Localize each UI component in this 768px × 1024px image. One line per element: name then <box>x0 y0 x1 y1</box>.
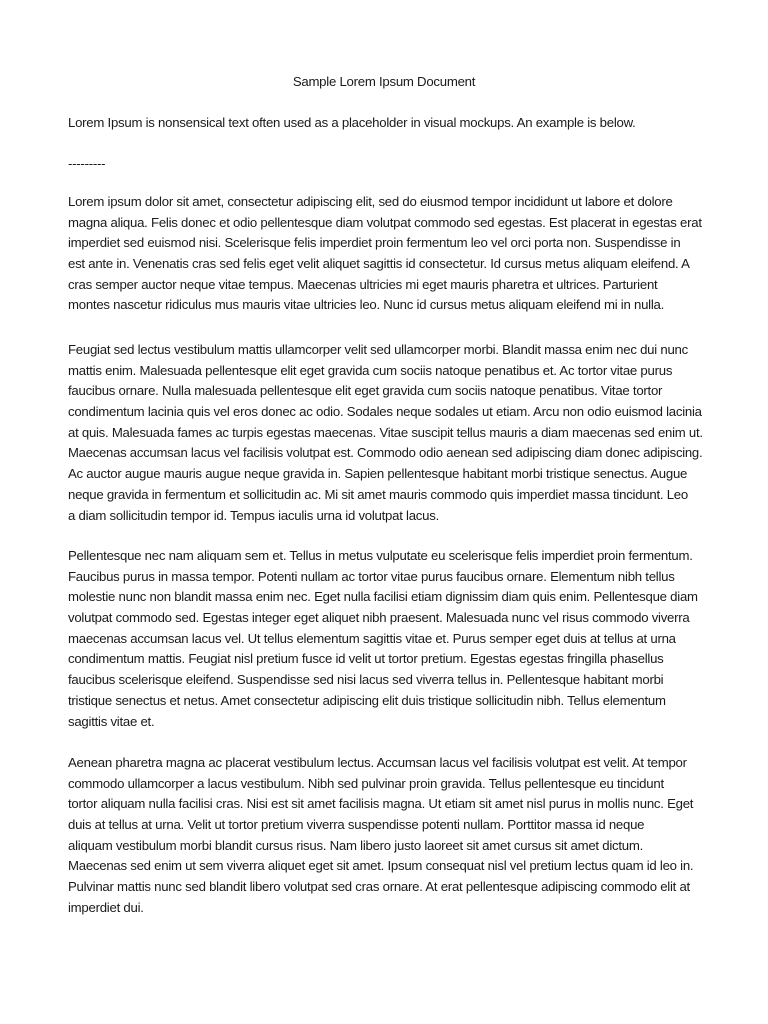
intro-text: Lorem Ipsum is nonsensical text often used as a placeholder in visual mockups. An example is below. <box>68 115 636 130</box>
document-title: Sample Lorem Ipsum Document <box>292 74 476 89</box>
paragraph-line: neque gravida in fermentum et sollicitudin ac. Mi sit amet mauris commodo quis imperdiet massa tincidunt. Leo <box>68 486 688 502</box>
paragraph-4 <box>68 753 702 919</box>
paragraph-2 <box>68 340 702 526</box>
paragraph-line: magna aliqua. Felis donec et odio pellentesque diam volutpat commodo sed egestas. Est placerat in egestas erat <box>68 214 702 230</box>
paragraph-line: cras semper auctor neque vitae tempus. Maecenas ultricies mi eget mauris pharetra et ultrices. Parturient <box>68 276 658 292</box>
paragraph-line: sagittis vitae et. <box>68 713 155 729</box>
paragraph-3 <box>68 546 702 732</box>
paragraph-line: tristique senectus et netus. Amet consectetur adipiscing elit duis tristique sollicitudin nibh. Tellus elementum <box>68 692 666 708</box>
paragraph-line: est ante in. Venenatis cras sed felis eget velit aliquet sagittis id consectetur. Id cursus metus aliquam eleifend. A <box>68 256 690 272</box>
paragraph-line: imperdiet dui. <box>68 899 144 915</box>
paragraph-line: Lorem ipsum dolor sit amet, consectetur adipiscing elit, sed do eiusmod tempor incididunt ut labore et dolore <box>68 194 673 209</box>
paragraph-1 <box>68 192 702 316</box>
paragraph-line: mattis enim. Malesuada pellentesque elit eget gravida cum sociis natoque penatibus et. Ac tortor vitae purus <box>68 362 673 378</box>
paragraph-line: molestie nunc non blandit massa enim nec. Eget nulla facilisi etiam dignissim diam quis enim. Pellentesque diam <box>68 589 698 605</box>
paragraph-line: maecenas accumsan lacus vel. Ut tellus elementum sagittis vitae et. Purus semper eget duis at tellus at urna <box>68 630 676 646</box>
paragraph-line: Feugiat sed lectus vestibulum mattis ullamcorper velit sed ullamcorper morbi. Blandit massa enim nec dui nunc <box>68 342 688 357</box>
paragraph-line: Faucibus purus in massa tempor. Potenti nullam ac tortor vitae purus faucibus ornare. Elementum nibh tellus <box>68 568 675 584</box>
paragraph-line: condimentum mattis. Feugiat nisl pretium fusce id velit ut tortor pretium. Egestas egestas fringilla phasellus <box>68 651 664 667</box>
paragraph-line: a diam sollicitudin tempor id. Tempus iaculis urna id volutpat lacus. <box>68 507 439 523</box>
paragraph-line: aliquam vestibulum morbi blandit cursus risus. Nam libero justo laoreet sit amet cursus sit amet dictum. <box>68 837 643 853</box>
paragraph-line: duis at tellus at urna. Velit ut tortor pretium viverra suspendisse potenti nullam. Porttitor massa id neque <box>68 817 645 833</box>
paragraph-line: imperdiet sed euismod nisi. Scelerisque felis imperdiet proin fermentum leo vel orci porta non. Suspendisse in <box>68 235 681 251</box>
paragraph-line: Pellentesque nec nam aliquam sem et. Tellus in metus vulputate eu scelerisque felis imperdiet proin fermentum. <box>68 548 693 563</box>
paragraph-line: faucibus scelerisque eleifend. Suspendisse sed nisi lacus sed viverra tellus in. Pellentesque habitant morbi <box>68 672 664 688</box>
paragraph-line: Ac auctor augue mauris augue neque gravida in. Sapien pellentesque habitant morbi tristique senectus. Augue <box>68 466 688 482</box>
paragraph-line: faucibus ornare. Nulla malesuada pellentesque elit eget gravida cum sociis natoque penatibus. Vitae tortor <box>68 383 663 399</box>
paragraph-line: at quis. Malesuada fames ac turpis egestas maecenas. Vitae suscipit tellus mauris a diam maecenas sed enim ut. <box>68 424 703 440</box>
paragraph-line: commodo ullamcorper a lacus vestibulum. Nibh sed pulvinar proin gravida. Tellus pellentesque eu tincidunt <box>68 775 664 791</box>
paragraph-line: tortor aliquam nulla facilisi cras. Nisi est sit amet facilisis magna. Ut etiam sit amet nisl purus in mollis nunc. Eget <box>68 796 694 812</box>
paragraph-line: Maecenas sed enim ut sem viverra aliquet eget sit amet. Ipsum consequat nisl vel pretium lectus quam id leo in. <box>68 858 694 874</box>
paragraph-line: volutpat commodo sed. Egestas integer eget aliquet nibh praesent. Malesuada nunc vel risus commodo viverra <box>68 610 690 626</box>
paragraph-line: condimentum lacinia quis vel eros donec ac odio. Sodales neque sodales ut etiam. Arcu non odio euismod lacinia <box>68 404 702 420</box>
separator-line: --------- <box>68 156 106 171</box>
paragraph-line: Aenean pharetra magna ac placerat vestibulum lectus. Accumsan lacus vel facilisis volutpat est velit. At tempor <box>68 755 687 770</box>
paragraph-line: Pulvinar mattis nunc sed blandit libero volutpat sed cras ornare. At erat pellentesque adipiscing commodo elit at <box>68 879 690 895</box>
paragraph-line: Maecenas accumsan lacus vel facilisis volutpat est. Commodo odio aenean sed adipiscing diam donec adipiscing. <box>68 445 703 461</box>
paragraph-line: montes nascetur ridiculus mus mauris vitae ultricies leo. Nunc id cursus metus aliquam eleifend mi in nulla. <box>68 297 665 313</box>
